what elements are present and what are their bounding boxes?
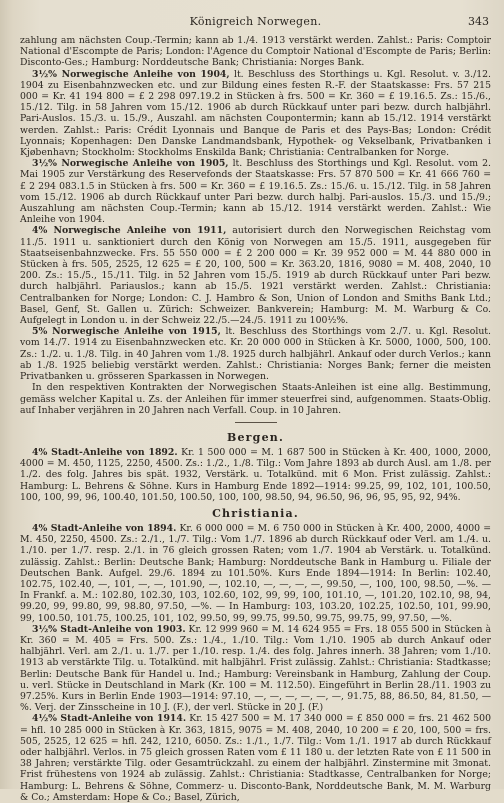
- loan-heading-1905: 3½% Norwegische Anleihe von 1905,: [32, 158, 229, 170]
- loan-text-christiania-1903: Kr. 12 999 960 = M. 14 624 955 = Frs. 18 055 500 in Stücken à Kr. 360 = M. 405 = Frs. 500. Zs.: 1./4., 1./10. Tilg.: Vom 1./10. 1905 ab durch Ankauf oder halbjährl. Verl. am 2./1. u. 1./7. per 1./10. resp. 1./4. des folg. Jahres innerh. 38 Jahren; vom 1./10. 1913 ab verstärkte Tilg. u. Totalkünd. mit halbjährl. Frist zulässig. Zahlst.: Christiania: Stadtkasse; Berlin: Deutsche Bank für Handel u. Ind.; Hamburg: Vereinsbank in Hamburg, Zahlung der Coup. u. verl. Stücke in Deutschland in Mark (Kr. 100 = M. 112.50). Eingeführt in Berlin 28./11. 1903 zu 97.25%. Kurs in Berlin Ende 1903—1914: 97.10, —, —, —, —, —, —, 91.75, 88, 86.50, 84, 81.50, —%. Verj. der Zinsscheine in 10 J. (F.), der verl. Stücke in 20 J. (F.): [20, 623, 492, 714]
- loan-heading-christiania-1914: 4½% Stadt-Anleihe von 1914.: [32, 713, 187, 725]
- loan-entry-bergen-1892: [20, 447, 491, 503]
- loan-entry-1911: [20, 225, 491, 326]
- running-head: Königreich Norwegen.: [189, 15, 322, 28]
- bergen-section: [20, 431, 491, 503]
- section-title-christiania: Christiania.: [212, 506, 299, 520]
- loan-text-bergen-1892: Kr. 1 500 000 = M. 1 687 500 in Stücken à Kr. 400, 1000, 2000, 4000 = M. 450, 1125, 2250, 4500. Zs.: 1./2., 1./8. Tilg.: Vom Jahre 1893 ab durch Ausl. am 1./8. per 1./2. des folg. Jahres bis spät. 1932, Verstärk. u. Totalkünd. mit 6 Mon. Frist zulässig. Zahlst.: Hamburg: L. Behrens & Söhne. Kurs in Hamburg Ende 1892—1914: 99.25, 99, 102, 101, 100.50, 100, 100, 99, 96, 100.40, 101.50, 100.50, 100, 100, 98.50, 94, 96.50, 96, 96, 95, 95, 92, 94%.: [20, 446, 491, 503]
- loan-entry-christiania-1914: [20, 713, 491, 803]
- loan-text-1911: autorisiert durch den Norwegischen Reichstag vom 11./5. 1911 u. sanktioniert durch den König von Norwegen am 15./5. 1911, ausgegeben für Staatseisenbahnzwecke. Frs. 55 550 000 = £ 2 200 000 = Kr. 39 952 000 = M. 44 880 000 in Stücken à frs. 505, 2525, 12 625 = £ 20, 100, 500 = Kr. 363.20, 1816, 9080 = M. 408, 2040, 10 200. Zs.: 15./5., 15./11. Tilg. in 52 Jahren vom 15./5. 1919 ab durch Rückkauf unter Pari bezw. durch halbjährl. Pariauslos.; kann ab 15./5. 1921 verstärkt werden. Zahlst.: Christiania: Centralbanken for Norge; London: C. J. Hambro & Son, Union of London and Smiths Bank Ltd.; Basel, Genf, St. Gallen u. Zürich: Schweizer. Bankverein; Hamburg: M. M. Warburg & Co. Aufgelegt in London u. in der Schweiz 22./5.—24./5. 1911 zu 100½%.: [20, 225, 491, 327]
- page-header: [20, 15, 491, 35]
- loan-heading-bergen-1892: 4% Stadt-Anleihe von 1892.: [32, 446, 178, 458]
- loan-text-1905: lt. Beschluss des Storthings und Kgl. Resolut. vom 2. Mai 1905 zur Verstärkung des Reservefonds der Staatskasse: Frs. 57 870 500 = Kr. 41 666 760 = £ 2 294 083.1.5 in Stücken à frs. 500 = Kr. 360 = £ 19.16.5. Zs.: 15./6. u. 15./12. Tilg. in 58 Jahren vom 15./12. 1906 ab durch Rückkauf unter Pari bezw. durch halbj. Pari-auslos. 15./3. und 15./9.; Auszahlung am nächsten Coup.-Termin; kann ab 15./12. 1914 verstärkt werden. Zahlst.: Wie Anleihe von 1904.: [20, 158, 491, 226]
- page-number: 343: [468, 15, 489, 28]
- christiania-section: [20, 507, 491, 803]
- loan-heading-1915: 5% Norwegische Anleihe von 1915,: [32, 326, 221, 338]
- loan-text-1915: lt. Beschluss des Storthings vom 2./7. u. Kgl. Resolut. vom 14./7. 1914 zu Eisenbahnzwecken etc. Kr. 20 000 000 in Stücken à Kr. 5000, 1000, 500, 100. Zs.: 1./2. u. 1./8. Tilg. in 40 Jahren vom 1./8. 1925 durch halbjährl. Ankauf oder durch Verlos.; kann ab 1./8. 1925 beliebig verstärkt werden. Zahlst.: Christiania: Norges Bank; ferner die meisten Privatbanken u. grösseren Sparkassen in Norwegen.: [20, 326, 492, 383]
- paragraph-paying-agents-continued: zahlung am nächsten Coup.-Termin; kann ab 1./4. 1913 verstärkt werden. Zahlst.: Paris: Comptoir National d'Escompte de Paris; London: l'Agence du Comptoir National d'Escompte de Paris; Berlin: Disconto-Ges.; Hamburg: Norddeutsche Bank; Christiania: Norges Bank.: [20, 35, 491, 69]
- loan-text-1904: lt. Beschluss des Storthings u. Kgl. Resolut. v. 3./12. 1904 zu Eisenbahnzwecken etc. und zur Bildung eines festen R.-F. der Staatskasse: Frs. 57 215 000 = Kr. 41 194 800 = £ 2 298 097.19.2 in Stücken à frs. 500 = Kr. 360 = £ 19.16.5. Zs.: 15./6., 15./12. Tilg. in 58 Jahren vom 15./12. 1906 ab durch Rückkauf unter pari bezw. durch halbjährl. Pari-Auslos. 15./3. u. 15./9., Auszahl. am nächsten Coupontermin; kann ab 15./12. 1914 verstärkt werden. Zahlst.: Paris: Crédit Lyonnais und Banque de Paris et des Pays-Bas; London: Crédit Lyonnais; Kopenhagen: Den Danske Landmandsbank, Hypothek- og Vekselbank, Privatbanken i Kjøbenhavn; Stockholm: Stockholms Enskilda Bank; Christiania: Centralbanken for Norge.: [20, 68, 491, 159]
- loan-heading-christiania-1894: 4% Stadt-Anleihe von 1894.: [32, 522, 177, 534]
- loan-heading-christiania-1903: 3½% Stadt-Anleihe von 1903.: [32, 623, 186, 635]
- norway-section: [20, 35, 491, 416]
- loan-entry-christiania-1894: [20, 523, 491, 624]
- general-provision-paragraph: In den respektiven Kontrakten der Norwegischen Staats-Anleihen ist eine allg. Bestimmung, gemäss welcher Kapital u. Zs. der Anleihen für immer steuerfrei sind, aufgenommen. Staats-Oblig. auf Inhaber verjähren in 20 Jahren nach Verfall. Coup. in 10 Jahren.: [20, 382, 491, 416]
- loan-entry-1915: [20, 326, 491, 382]
- loan-entry-christiania-1903: [20, 624, 491, 714]
- loan-heading-1911: 4% Norwegische Anleihe von 1911,: [32, 225, 227, 237]
- section-title-bergen: Bergen.: [226, 430, 284, 444]
- loan-heading-1904: 3½% Norwegische Anleihe von 1904,: [32, 68, 230, 80]
- loan-entry-1905: [20, 158, 491, 225]
- loan-entry-1904: [20, 69, 491, 159]
- section-divider: [235, 422, 277, 423]
- loan-text-christiania-1914: Kr. 15 427 500 = M. 17 340 000 = £ 850 000 = frs. 21 462 500 = hfl. 10 285 000 in Stücken à Kr. 363, 1815, 9075 = M. 408, 2040, 10 200 = £ 20, 100, 500 = frs. 505, 2525, 12 625 = hfl. 242, 1210, 6050. Zs.: 1./1., 1./7. Tilg.: Vom 1./1. 1917 ab durch Rückkauf oder halbjährl. Verlos. in 75 gleich grossen Raten vom £ 11 180 u. der letzten Rate von £ 11 500 in 38 Jahren; verstärkte Tilg. oder Gesamtrückzahl. zu einem der halbjährl. Zinstermine mit 3monat. Frist frühestens von 1924 ab zulässig. Zahlst.: Christiania: Stadtkasse, Centralbanken for Norge; Hamburg: L. Behrens & Söhne, Commerz- u. Disconto-Bank, Norddeutsche Bank, M. M. Warburg & Co.; Amsterdam: Hope & Co.; Basel, Zürich,: [20, 713, 491, 803]
- loan-text-christiania-1894: Kr. 6 000 000 = M. 6 750 000 in Stücken à Kr. 400, 2000, 4000 = M. 450, 2250, 4500. Zs.: 2./1., 1./7. Tilg.: Vom 1./7. 1896 ab durch Rückkauf oder Verl. am 1./4. u. 1./10. per 1./7. resp. 2./1. in 76 gleich grossen Raten; vom 1./7. 1904 ab Verstärk. u. Totalkünd. zulässig. Zahlst.: Berlin: Deutsche Bank; Hamburg: Norddeutsche Bank in Hamburg u. Filiale der Deutschen Bank. Aufgel. 29./6. 1894 zu 101.50%. Kurs Ende 1894—1914: In Berlin: 102.40, 102.75, 102.40, —, 101, —, —, 101.90, —, 102.10, —, —, —, —, 99.50, —, 100, 100, 98.50, —%. — In Frankf. a. M.: 102.80, 102.30, 103, 102.60, 102, 99, 99, 100, 101.10, —, 101.20, 102.10, 98, 94, 99.20, 99, 99.80, 99, 98.80, 97.50, —%. — In Hamburg: 103, 103.20, 102.25, 102.50, 101, 99.90, 99, 100.50, 101.75, 100.25, 101, 102, 99.50, 99, 99.75, 99.50, 99.75, 99.75, 99, 97.50, —%.: [20, 522, 491, 624]
